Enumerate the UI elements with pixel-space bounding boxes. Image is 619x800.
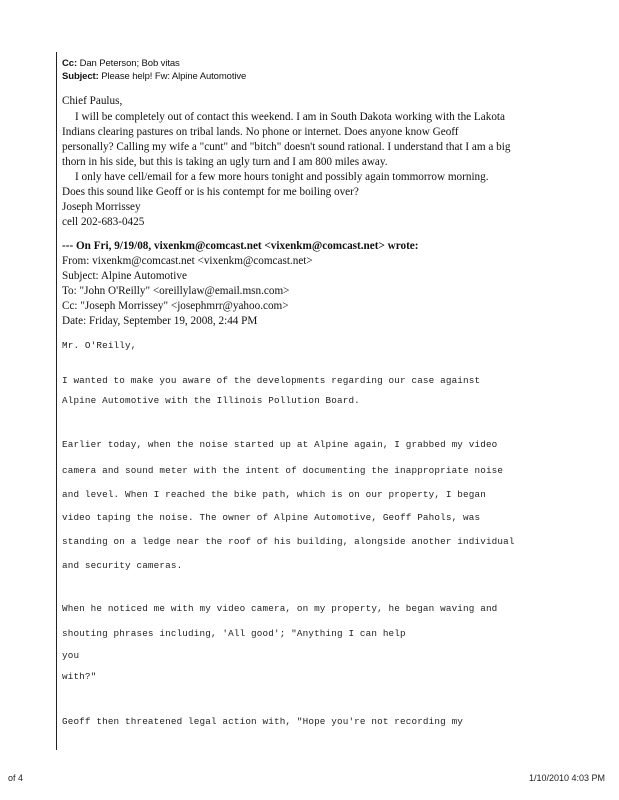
body-line: Alpine Automotive with the Illinois Pollution Board. xyxy=(62,395,360,406)
cc-line xyxy=(62,58,180,69)
body-line: video taping the noise. The owner of Alpine Automotive, Geoff Pahols, was xyxy=(62,512,481,523)
body-line: When he noticed me with my video camera, on my property, he began waving and xyxy=(62,603,498,614)
page-number: of 4 xyxy=(8,773,24,783)
print-timestamp: 1/10/2010 4:03 PM xyxy=(528,773,605,783)
message-line: personally? Calling my wife a "cunt" and "bitch" doesn't sound rational. I understand that I am a big xyxy=(62,141,511,153)
forward-subject: Subject: Alpine Automotive xyxy=(62,270,187,282)
message-line: thorn in his side, but this is taking an ugly turn and I am 800 miles away. xyxy=(62,156,388,168)
signature-name: Joseph Morrissey xyxy=(62,201,141,213)
cc-label: Cc: xyxy=(62,58,78,69)
forward-to: To: "John O'Reilly" <oreillylaw@email.msn.com> xyxy=(62,285,290,297)
body-line: camera and sound meter with the intent of documenting the inappropriate noise xyxy=(62,465,504,476)
forward-date: Date: Friday, September 19, 2008, 2:44 PM xyxy=(62,315,258,327)
body-line: with?" xyxy=(62,671,97,682)
subject-label: Subject: xyxy=(62,71,99,82)
forward-cc: Cc: "Joseph Morrissey" <josephmrr@yahoo.com> xyxy=(62,300,289,312)
body-line: you xyxy=(62,650,80,661)
body-line: and level. When I reached the bike path, which is on our property, I began xyxy=(62,489,486,500)
message-line: Does this sound like Geoff or is his contempt for me boiling over? xyxy=(62,186,359,198)
body-line: standing on a ledge near the roof of his building, alongside another individual xyxy=(62,536,515,547)
body-line: I wanted to make you aware of the developments regarding our case against xyxy=(62,375,481,386)
cc-value: Dan Peterson; Bob vitas xyxy=(79,58,180,69)
subject-line xyxy=(62,71,246,82)
greeting: Chief Paulus, xyxy=(62,95,123,107)
message-line: I will be completely out of contact this weekend. I am in South Dakota working with the Lakota xyxy=(75,111,505,123)
message-line: Indians clearing pastures on tribal lands. No phone or internet. Does anyone know Geoff xyxy=(62,126,459,138)
quote-rule xyxy=(56,52,57,750)
body-line: and security cameras. xyxy=(62,560,183,571)
forward-wrote-line: --- On Fri, 9/19/08, vixenkm@comcast.net <vixenkm@comcast.net> wrote: xyxy=(62,240,419,252)
forward-from: From: vixenkm@comcast.net <vixenkm@comcast.net> xyxy=(62,255,313,267)
body-line: shouting phrases including, 'All good'; "Anything I can help xyxy=(62,628,406,639)
body-line: Mr. O'Reilly, xyxy=(62,340,137,351)
subject-value: Please help! Fw: Alpine Automotive xyxy=(101,71,247,82)
body-line: Earlier today, when the noise started up at Alpine again, I grabbed my video xyxy=(62,439,498,450)
body-line: Geoff then threatened legal action with, "Hope you're not recording my xyxy=(62,716,464,727)
message-line: I only have cell/email for a few more hours tonight and possibly again tommorrow morning. xyxy=(75,171,489,183)
signature-phone: cell 202-683-0425 xyxy=(62,216,145,228)
